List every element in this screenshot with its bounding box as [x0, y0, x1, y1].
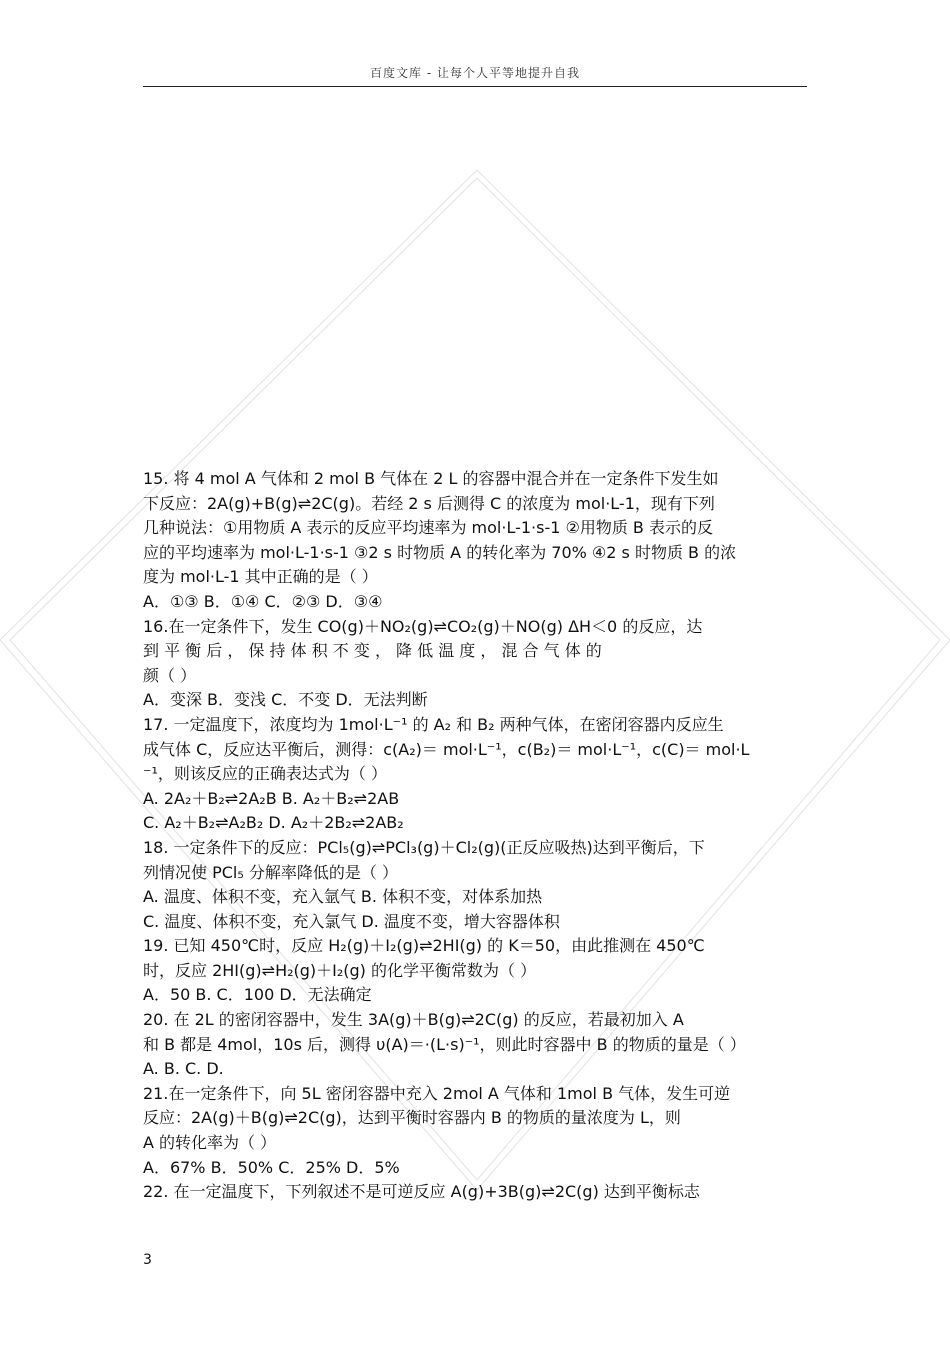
- text-line: 16.在一定条件下，发生 CO(g)＋NO₂(g)⇌CO₂(g)＋NO(g) ΔH＜0 的反应，达: [143, 616, 703, 636]
- text-line: 几种说法：①用物质 A 表示的反应平均速率为 mol·L-1·s-1 ②用物质 B 表示的反: [143, 518, 713, 538]
- text-line: 时，反应 2HI(g)⇌H₂(g)＋I₂(g) 的化学平衡常数为（ ）: [143, 960, 537, 980]
- text-line: 17. 一定温度下，浓度均为 1mol·L⁻¹ 的 A₂ 和 B₂ 两种气体，在密闭容器内反应生: [143, 714, 724, 734]
- text-line: 成气体 C，反应达平衡后，测得：c(A₂)＝ mol·L⁻¹，c(B₂)＝ mol·L⁻¹，c(C)＝ mol·L: [143, 739, 750, 759]
- text-line: 反应：2A(g)＋B(g)⇌2C(g)，达到平衡时容器内 B 的物质的量浓度为 L，则: [143, 1108, 681, 1128]
- text-line: 列情况使 PCl₅ 分解率降低的是（ ）: [143, 862, 398, 882]
- text-line: 20. 在 2L 的密闭容器中，发生 3A(g)＋B(g)⇌2C(g) 的反应，若最初加入 A: [143, 1010, 684, 1030]
- text-line: 和 B 都是 4mol，10s 后，测得 υ(A)＝·(L·s)⁻¹，则此时容器中 B 的物质的量是（ ）: [143, 1034, 746, 1054]
- text-line: A. 2A₂＋B₂⇌2A₂B B. A₂＋B₂⇌2AB: [143, 788, 400, 808]
- page-number: 3: [143, 1252, 152, 1268]
- text-line: A 的转化率为（ ）: [143, 1133, 277, 1153]
- text-line: A．①③ B．①④ C．②③ D．③④: [143, 591, 383, 611]
- text-line: 应的平均速率为 mol·L-1·s-1 ③2 s 时物质 A 的转化率为 70% ④2 s 时物质 B 的浓: [143, 542, 737, 562]
- question-body: [143, 467, 808, 1205]
- text-line: A．67% B．50% C．25% D．5%: [143, 1157, 400, 1177]
- header-rule: [143, 86, 807, 87]
- text-line: 15. 将 4 mol A 气体和 2 mol B 气体在 2 L 的容器中混合并在一定条件下发生如: [143, 469, 719, 488]
- text-line: 到 平 衡 后 ， 保 持 体 积 不 变 ， 降 低 温 度 ， 混 合 气 体 的: [143, 641, 602, 661]
- text-line: 22. 在一定温度下，下列叙述不是可逆反应 A(g)+3B(g)⇌2C(g) 达到平衡标志: [143, 1182, 700, 1202]
- text-line: 18. 一定条件下的反应：PCl₅(g)⇌PCl₃(g)＋Cl₂(g)(正反应吸热)达到平衡后，下: [143, 837, 705, 857]
- text-line: A．变深 B．变浅 C．不变 D．无法判断: [143, 690, 428, 710]
- text-line: 21.在一定条件下，向 5L 密闭容器中充入 2mol A 气体和 1mol B 气体，发生可逆: [143, 1083, 731, 1103]
- text-line: A. 温度、体积不变，充入氩气 B. 体积不变，对体系加热: [143, 887, 543, 907]
- text-line: ⁻¹，则该反应的正确表达式为（ ）: [143, 764, 387, 784]
- text-line: A. B. C. D.: [143, 1059, 224, 1079]
- text-line: C. A₂＋B₂⇌A₂B₂ D. A₂＋2B₂⇌2AB₂: [143, 813, 404, 833]
- text-line: A．50 B. C．100 D．无法确定: [143, 985, 372, 1005]
- text-line: 颜（ ）: [143, 665, 197, 685]
- text-line: 19. 已知 450℃时，反应 H₂(g)＋I₂(g)⇌2HI(g) 的 K＝50，由此推测在 450℃: [143, 936, 705, 956]
- page-header: 百度文库 - 让每个人平等地提升自我: [370, 66, 580, 80]
- text-line: C. 温度、体积不变，充入氯气 D. 温度不变，增大容器体积: [143, 911, 560, 931]
- text-line: 下反应：2A(g)+B(g)⇌2C(g)。若经 2 s 后测得 C 的浓度为 mol·L-1，现有下列: [143, 493, 715, 513]
- text-line: 度为 mol·L-1 其中正确的是（ ）: [143, 567, 378, 587]
